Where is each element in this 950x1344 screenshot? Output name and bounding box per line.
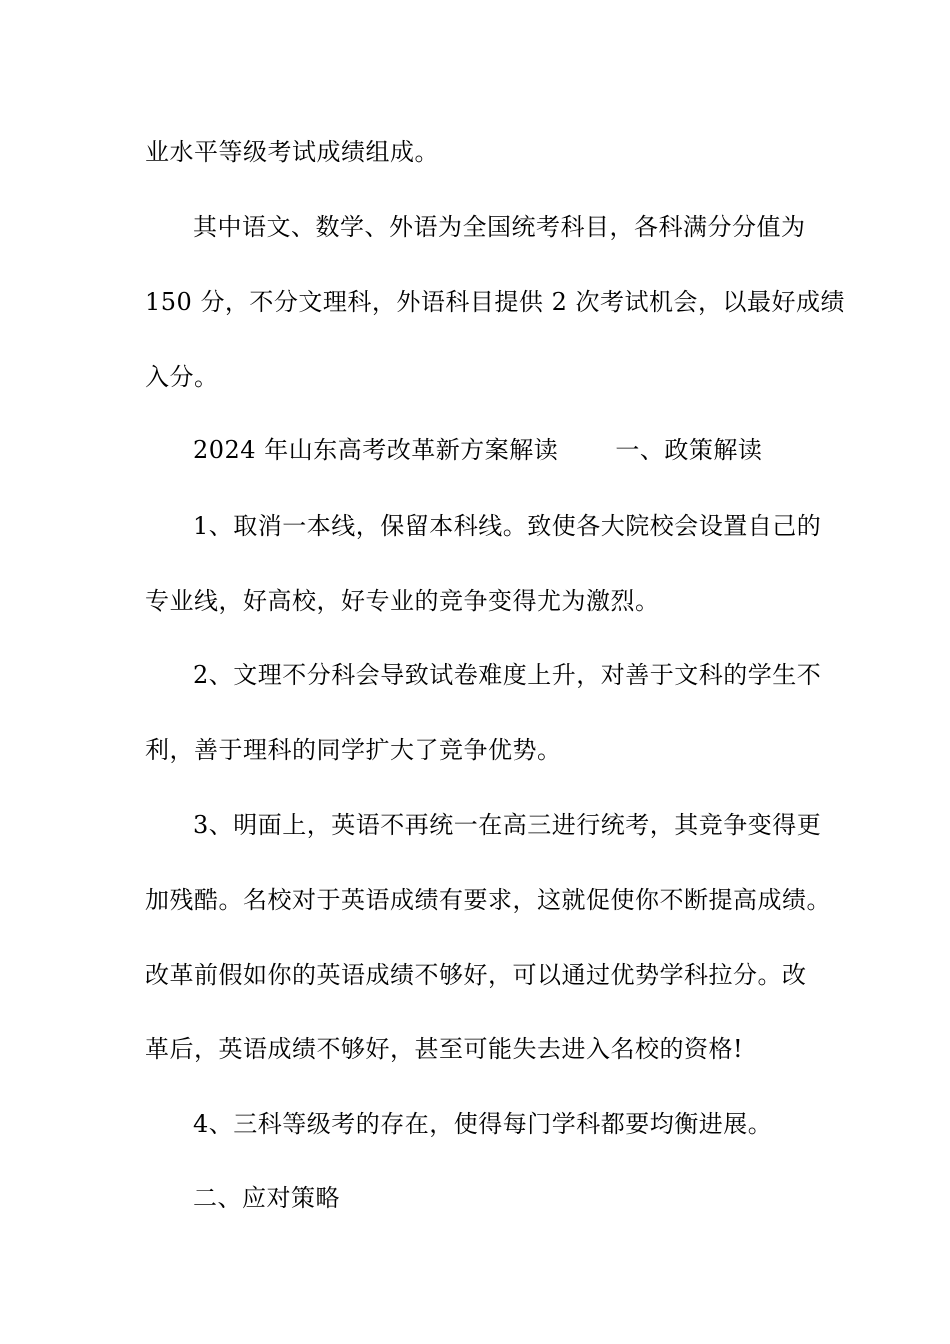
text-line: 4、三科等级考的存在，使得每门学科都要均衡进展。 — [193, 1110, 773, 1138]
text-line: 业水平等级考试成绩组成。 — [145, 138, 439, 166]
text-line: 革后，英语成绩不够好，甚至可能失去进入名校的资格! — [145, 1035, 744, 1063]
text-line: 利，善于理科的同学扩大了竞争优势。 — [145, 736, 562, 764]
text-line: 1、取消一本线，保留本科线。致使各大院校会设置自己的 — [193, 512, 822, 540]
text-line: 150 分，不分文理科，外语科目提供 2 次考试机会，以最好成绩 — [145, 288, 845, 316]
section-heading: 二、应对策略 — [193, 1184, 340, 1212]
text-line: 改革前假如你的英语成绩不够好，可以通过优势学科拉分。改 — [145, 961, 807, 989]
text-line: 其中语文、数学、外语为全国统考科目，各科满分分值为 — [193, 213, 806, 241]
text-line: 加残酷。名校对于英语成绩有要求，这就促使你不断提高成绩。 — [145, 886, 831, 914]
text-line: 2、文理不分科会导致试卷难度上升，对善于文科的学生不 — [193, 661, 822, 689]
section-heading: 2024 年山东高考改革新方案解读 一、政策解读 — [193, 436, 763, 464]
text-line: 专业线，好高校，好专业的竞争变得尤为激烈。 — [145, 587, 660, 615]
text-line: 3、明面上，英语不再统一在高三进行统考，其竞争变得更 — [193, 811, 822, 839]
text-line: 入分。 — [145, 363, 219, 391]
